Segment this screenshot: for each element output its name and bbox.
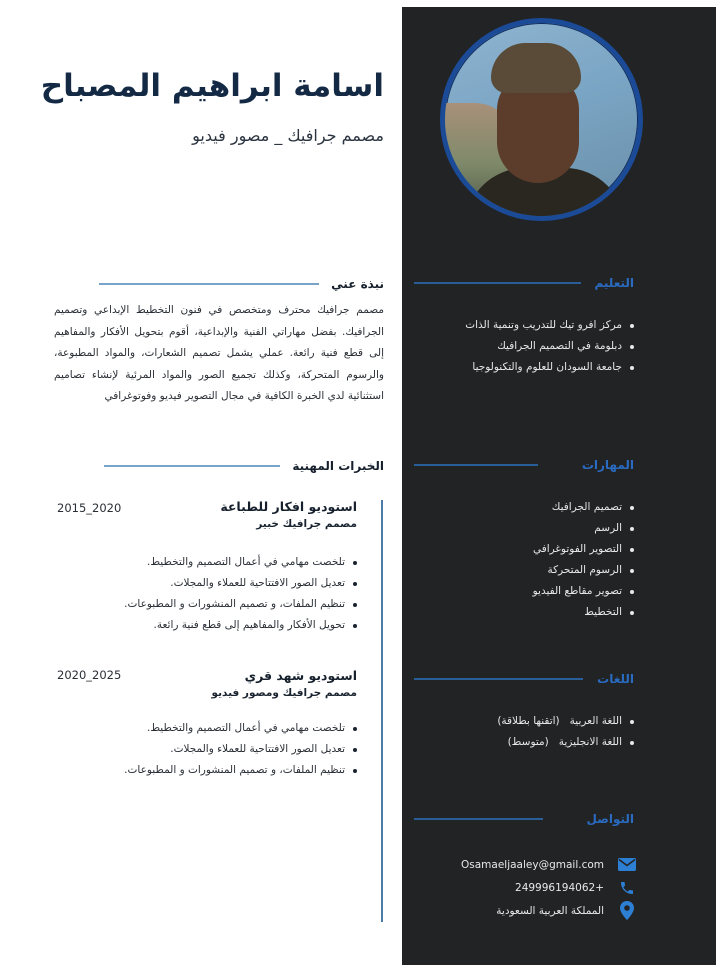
about-text: مصمم جرافيك محترف ومتخصص في فنون التخطيط الإبداعي وتصميم الجرافيك. بفضل مهاراتي الفنية والإبداعية، أقوم بتحويل الأفكار والمفاهيم إلى قطع فنية رائعة. عملي يشمل تصميم الشعارات، والمواد المطبوعة، والرسوم المتحركة، وكذلك تجميع الصور والمواد المرئية لإنشاء تصاميم استثنائية لدي الخبرة الكافية في مجال التصوير فيديو وفوتوغرافي (54, 304, 384, 402)
list-item: مركز افرو تيك للتدريب وتنمية الذات (465, 315, 634, 336)
education-heading-row (414, 273, 634, 293)
contact-location (461, 899, 636, 922)
experience-heading-row (104, 456, 384, 476)
list-item: تعديل الصور الافتتاحية للعملاء والمجلات. (124, 573, 357, 594)
job-date: 2020_2015 (57, 501, 122, 515)
timeline-line (381, 500, 383, 922)
list-item: تنظيم الملفات، و تصميم المنشورات و المطبوعات. (124, 760, 357, 781)
list-item: تحويل الأفكار والمفاهيم إلى قطع فنية رائعة. (124, 615, 357, 636)
skills-list (533, 497, 634, 623)
experience-divider (104, 465, 280, 467)
list-item: تلخصت مهامي في أعمال التصميم والتخطيط. (124, 718, 357, 739)
list-item: تعديل الصور الافتتاحية للعملاء والمجلات. (124, 739, 357, 760)
map-pin-icon (618, 902, 636, 920)
skills-heading-row (414, 455, 634, 475)
list-item: التخطيط (533, 602, 634, 623)
job-tasks (124, 718, 357, 781)
list-item: تصميم الجرافيك (533, 497, 634, 518)
contact-heading-row (414, 809, 634, 829)
job-title-subtitle: مصمم جرافيك _ مصور فيديو (192, 126, 384, 145)
sidebar-panel (402, 7, 716, 965)
photo-hair (491, 43, 581, 93)
email-text[interactable]: Osamaeljaaley@gmail.com (460, 858, 604, 871)
education-divider (414, 282, 581, 284)
education-heading: التعليم (594, 276, 634, 290)
education-list (465, 315, 634, 378)
list-item: اللغة العربية (اتقنها بطلاقة) (497, 711, 634, 732)
skills-divider (414, 464, 538, 466)
contact-list (461, 853, 636, 922)
about-heading: نبذة عني (331, 277, 384, 291)
list-item: التصوير الفوتوغرافي (533, 539, 634, 560)
languages-heading-row (414, 669, 634, 689)
profile-photo (440, 18, 643, 221)
job-role: مصمم جرافيك ومصور فيديو (211, 687, 357, 699)
contact-heading: التواصل (586, 812, 634, 826)
skills-heading: المهارات (581, 458, 634, 472)
languages-divider (414, 678, 583, 680)
contact-phone[interactable] (461, 876, 636, 899)
job-tasks (124, 552, 357, 636)
list-item: جامعة السودان للعلوم والتكنولوجيا (465, 357, 634, 378)
envelope-icon (618, 856, 636, 874)
about-heading-row (99, 274, 384, 294)
list-item: دبلومة في التصميم الجرافيك (465, 336, 634, 357)
experience-heading: الخبرات المهنية (292, 459, 384, 473)
list-item: الرسوم المتحركة (533, 560, 634, 581)
languages-list (497, 711, 634, 753)
contact-email[interactable] (461, 853, 636, 876)
about-divider (99, 283, 319, 285)
phone-icon (618, 879, 636, 897)
location-text: المملكة العربية السعودية (496, 904, 604, 917)
languages-heading: اللغات (597, 672, 634, 686)
job-company: استوديو شهد قري (244, 668, 357, 683)
person-name: اسامة ابراهيم المصباح (40, 68, 384, 104)
job-company: استوديو افكار للطباعة (220, 499, 357, 514)
contact-divider (414, 818, 543, 820)
phone-text[interactable]: +249996194062 (515, 881, 604, 894)
list-item: تنظيم الملفات، و تصميم المنشورات و المطبوعات. (124, 594, 357, 615)
list-item: الرسم (533, 518, 634, 539)
job-date: 2025_2020 (57, 668, 122, 682)
list-item: تصوير مقاطع الفيديو (533, 581, 634, 602)
job-role: مصمم جرافيك خبير (256, 518, 357, 530)
list-item: تلخصت مهامي في أعمال التصميم والتخطيط. (124, 552, 357, 573)
list-item: اللغة الانجليزية (متوسط) (497, 732, 634, 753)
